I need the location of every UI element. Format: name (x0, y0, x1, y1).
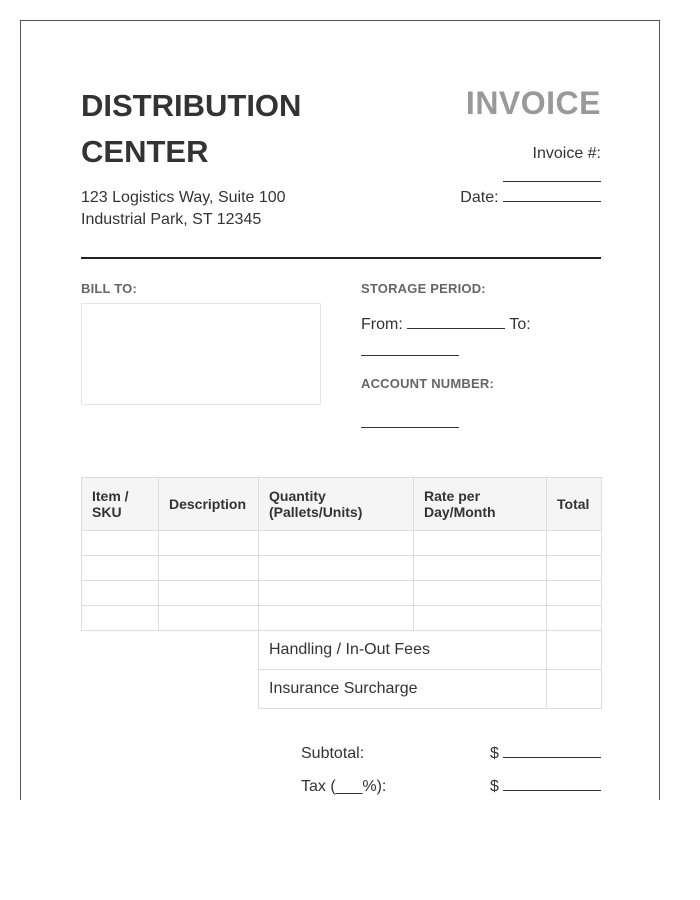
header-quantity: Quantity (Pallets/Units) (259, 478, 414, 531)
storage-period-label: STORAGE PERIOD: (361, 281, 486, 296)
tax-value (490, 776, 601, 798)
storage-from-label: From: (361, 316, 403, 333)
table-cell[interactable] (82, 581, 159, 606)
table-cell[interactable] (414, 531, 547, 556)
header-total: Total (547, 478, 602, 531)
table-cell[interactable] (414, 606, 547, 631)
table-header-row (82, 478, 602, 531)
storage-period-range (361, 314, 561, 336)
fee-row-handling (82, 631, 602, 670)
table-cell[interactable] (159, 606, 259, 631)
table-cell[interactable] (414, 581, 547, 606)
table-cell[interactable] (547, 531, 602, 556)
company-name-line1: DISTRIBUTION (81, 88, 302, 123)
fee-total-insurance[interactable] (547, 670, 602, 709)
company-address (81, 187, 381, 231)
invoice-date-label: Date: (460, 189, 499, 206)
subtotal-currency: $ (490, 745, 499, 762)
invoice-date (460, 187, 601, 209)
tax-field[interactable] (503, 776, 601, 791)
address-line2: Industrial Park, ST 12345 (81, 211, 262, 228)
table-row (82, 581, 602, 606)
invoice-number-label: Invoice #: (532, 145, 601, 162)
items-table (81, 477, 602, 709)
company-name (81, 83, 381, 175)
fee-label-handling: Handling / In-Out Fees (259, 631, 547, 670)
table-cell[interactable] (82, 606, 159, 631)
invoice-sheet (20, 20, 660, 800)
invoice-title: INVOICE (465, 85, 601, 121)
table-row (82, 606, 602, 631)
invoice-number-field[interactable] (503, 181, 601, 182)
account-number-label: ACCOUNT NUMBER: (361, 376, 494, 391)
tax-label: Tax (___%): (301, 778, 387, 795)
fee-spacer (82, 670, 259, 709)
table-cell[interactable] (159, 556, 259, 581)
table-cell[interactable] (259, 581, 414, 606)
table-cell[interactable] (82, 556, 159, 581)
subtotal-label: Subtotal: (301, 745, 365, 762)
table-cell[interactable] (414, 556, 547, 581)
table-row (82, 556, 602, 581)
header-divider (81, 257, 601, 259)
bill-to-label: BILL TO: (81, 281, 138, 296)
storage-from-field[interactable] (407, 314, 505, 329)
storage-to-field[interactable] (361, 355, 459, 356)
invoice-date-field[interactable] (503, 187, 601, 202)
table-cell[interactable] (159, 581, 259, 606)
table-cell[interactable] (159, 531, 259, 556)
fee-label-insurance: Insurance Surcharge (259, 670, 547, 709)
table-cell[interactable] (259, 531, 414, 556)
address-line1: 123 Logistics Way, Suite 100 (81, 189, 286, 206)
table-cell[interactable] (547, 606, 602, 631)
company-name-line2: CENTER (81, 134, 209, 169)
table-cell[interactable] (259, 606, 414, 631)
header-item-sku: Item / SKU (82, 478, 159, 531)
fee-spacer (82, 631, 259, 670)
table-cell[interactable] (547, 581, 602, 606)
table-cell[interactable] (259, 556, 414, 581)
bill-to-box[interactable] (81, 303, 321, 405)
storage-to-label: To: (509, 316, 531, 333)
table-row (82, 531, 602, 556)
header-description: Description (159, 478, 259, 531)
header-rate: Rate per Day/Month (414, 478, 547, 531)
table-cell[interactable] (82, 531, 159, 556)
account-number-field[interactable] (361, 427, 459, 428)
tax-currency: $ (490, 778, 499, 795)
fee-total-handling[interactable] (547, 631, 602, 670)
table-cell[interactable] (547, 556, 602, 581)
subtotal-field[interactable] (503, 743, 601, 758)
fee-row-insurance (82, 670, 602, 709)
subtotal-value (490, 743, 601, 765)
